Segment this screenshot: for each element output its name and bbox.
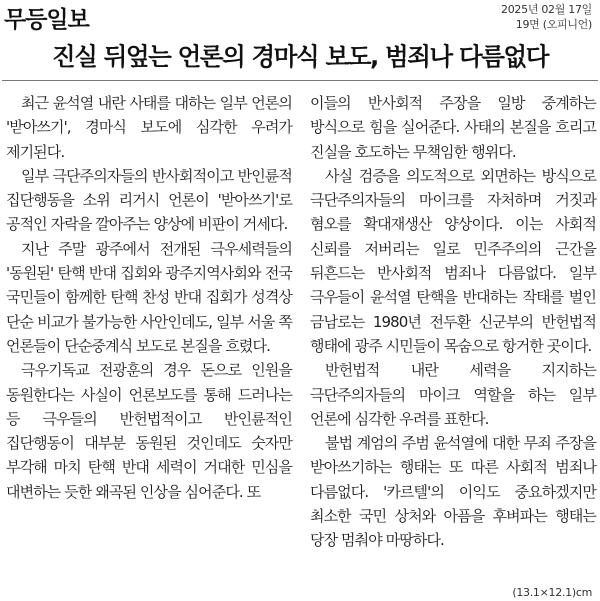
paragraph-continued: 이들의 반사회적 주장을 일방 중계하는 방식으로 힘을 실어준다. 사태의 본질을 흐리고 진실을 호도하는 무책임한 행위다.: [310, 94, 596, 161]
article-headline: 진실 뒤엎는 언론의 경마식 보도, 범죄나 다름없다: [51, 42, 549, 71]
paragraph: 사실 검증을 의도적으로 외면하는 방식으로 극단주의자들의 마이크를 자처하며 거짓과 혐오를 확대재생산 양상이다. 이는 사회적 신뢰를 저버리는 일로 민주주의의 근간을 뒤흔드는 반사회적 범죄나 다름없다. 일부 극우들이 윤석열 탄핵을 반대하는 작태를 벌인 금남로는 1980년 전두환 신군부의 반헌법적 행태에 광주 시민들이 목숨으로 항거한 곳이다.: [310, 166, 596, 355]
paragraph: 최근 윤석열 내란 사태를 대하는 일부 언론의 '받아쓰기', 경마식 보도에 심각한 우려가 제기된다.: [6, 94, 292, 161]
dateline: [501, 2, 592, 32]
article-column-right: [310, 91, 596, 553]
paragraph: 불법 계엄의 주범 윤석열에 대한 무죄 주장을 받아쓰기하는 행태는 또 따른 사회적 범죄나 다름없다. '카르텔'의 이익도 중요하겠지만 최소한 국민 상처와 아픔을 후벼파는 행태는 당장 멈춰야 마땅하다.: [310, 434, 596, 550]
paragraph: 일부 극단주의자들의 반사회적이고 반인륜적 집단행동을 소위 리거시 언론이 '받아쓰기'로 공적인 자락을 깔아주는 양상에 비판이 거세다.: [6, 166, 292, 234]
page-section: 19면 (오피니언): [515, 18, 592, 31]
paragraph: 지난 주말 광주에서 전개된 극우세력들의 '동원된' 탄핵 반대 집회와 광주지역사회와 전국 국민들이 함께한 탄핵 찬성 반대 집회가 성격상 단순 비교가 불가능한 사안인데도, 일부 서울 쪽 언론들이 단순중계식 보도로 본질을 흐렸다.: [6, 239, 292, 355]
clipping-size-note: (13.1×12.1)cm: [512, 586, 592, 599]
paragraph: 반헌법적 내란 세력을 지지하는 극단주의자들의 마이크 역할을 하는 일부 언론에 심각한 우려를 표한다.: [310, 361, 596, 428]
headline-divider: [2, 80, 598, 81]
article-column-left: [6, 91, 292, 504]
publication-date: 2025년 02월 17일: [501, 3, 592, 16]
newspaper-masthead: 무등일보: [4, 7, 89, 33]
paragraph: 극우기독교 전광훈의 경우 돈으로 인원을 동원한다는 사실이 언론보도를 통해 드러나는 등 극우들의 반헌법적이고 반인륜적인 집단행동이 대부분 동원된 것인데도 숫자만 부각해 마치 탄핵 반대 세력이 거대한 민심을 대변하는 듯한 왜곡된 인상을 심어준다. 또: [6, 361, 292, 501]
